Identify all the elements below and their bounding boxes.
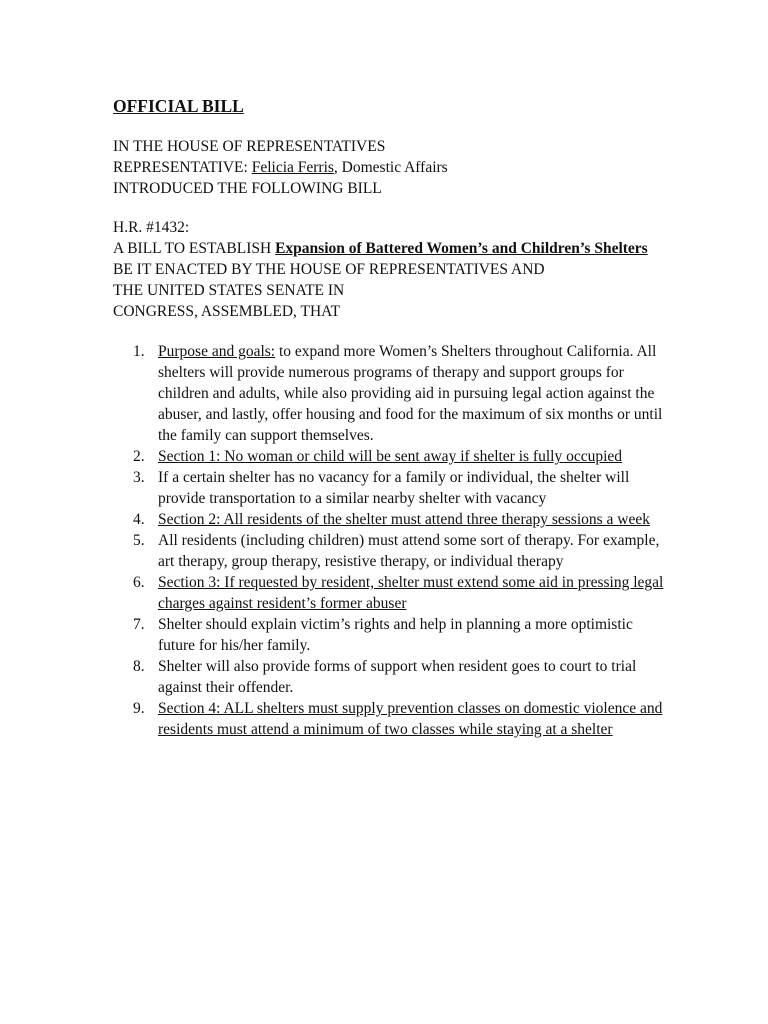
list-item (113, 467, 673, 509)
list-item (113, 446, 673, 467)
bill-block (113, 217, 673, 322)
representative-line (113, 157, 673, 178)
section-3-text: Section 3: If requested by resident, shelter must extend some aid in pressing legal charges against resident’s former abuser (158, 574, 664, 612)
enacting-line-1: BE IT ENACTED BY THE HOUSE OF REPRESENTATIVES AND (113, 261, 545, 278)
item-text (158, 698, 673, 740)
house-line: IN THE HOUSE OF REPRESENTATIVES (113, 138, 386, 155)
item-number: 8. (133, 658, 145, 675)
bill-intro: A BILL TO ESTABLISH (113, 240, 276, 257)
item-text (158, 572, 673, 614)
section-4-text: Section 4: ALL shelters must supply prevention classes on domestic violence and residents must attend a minimum of two classes while staying at a shelter (158, 700, 663, 738)
purpose-text: to expand more Women’s Shelters throughout California. All shelters will provide numerous programs of therapy and support groups for children and adults, while also providing aid in pursuing legal action against the abuser, and lastly, offer housing and food for the maximum of six months or until the family can support themselves. (158, 343, 663, 444)
bill-document (113, 94, 673, 740)
representative-committee: , Domestic Affairs (333, 159, 448, 176)
item-text: If a certain shelter has no vacancy for a family or individual, the shelter will provide transportation to a similar nearby shelter with vacancy (158, 469, 630, 507)
representative-name: Felicia Ferris (251, 159, 334, 176)
item-number: 2. (133, 448, 145, 465)
list-item (113, 698, 673, 740)
list-item (113, 614, 673, 656)
list-item (113, 656, 673, 698)
purpose-label: Purpose and goals: (158, 343, 276, 360)
representative-prefix: REPRESENTATIVE: (113, 159, 252, 176)
list-item (113, 509, 673, 530)
bill-sections-list (113, 341, 673, 740)
item-text: All residents (including children) must attend some sort of therapy. For example, art therapy, group therapy, resistive therapy, or individual therapy (158, 532, 660, 570)
item-number: 1. (133, 343, 145, 360)
section-1-text: Section 1: No woman or child will be sent away if shelter is fully occupied (158, 448, 623, 465)
list-item (113, 530, 673, 572)
item-number: 6. (133, 574, 145, 591)
list-item (113, 572, 673, 614)
item-text: Shelter will also provide forms of support when resident goes to court to trial against their offender. (158, 658, 637, 696)
item-number: 4. (133, 511, 145, 528)
item-text (158, 509, 673, 530)
header-block (113, 136, 673, 199)
introduced-line: INTRODUCED THE FOLLOWING BILL (113, 180, 382, 197)
enacting-line-2: THE UNITED STATES SENATE IN (113, 282, 345, 299)
item-number: 5. (133, 532, 145, 549)
item-text: Shelter should explain victim’s rights and help in planning a more optimistic future for his/her family. (158, 616, 633, 654)
item-number: 9. (133, 700, 145, 717)
section-2-text: Section 2: All residents of the shelter must attend three therapy sessions a week (158, 511, 651, 528)
document-title: OFFICIAL BILL (113, 96, 244, 116)
item-text (158, 446, 673, 467)
list-item (113, 341, 673, 446)
item-number: 7. (133, 616, 145, 633)
bill-number: H.R. #1432: (113, 219, 190, 236)
bill-subject: Expansion of Battered Women’s and Children’s Shelters (275, 240, 648, 257)
item-number: 3. (133, 469, 145, 486)
item-text (158, 341, 673, 446)
enacting-line-3: CONGRESS, ASSEMBLED, THAT (113, 303, 341, 320)
bill-title-line (113, 238, 673, 259)
